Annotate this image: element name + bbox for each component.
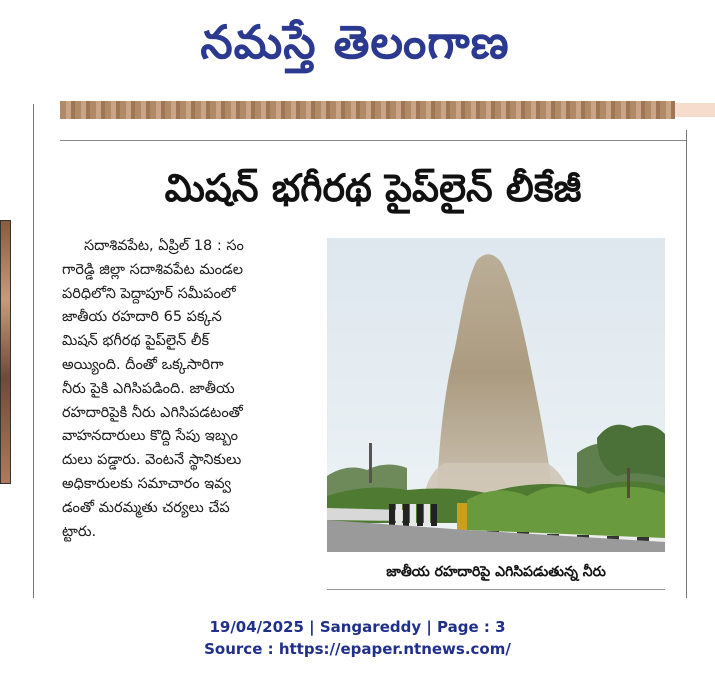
article-line: ట్టారు. — [62, 523, 97, 540]
article-line: దులు పడ్డారు. వెంటనే స్థానికులు — [62, 452, 242, 469]
article-line: నీరు పైకి ఎగిసిపడింది. జాతీయ — [62, 380, 235, 397]
article-line: గారెడ్డి జిల్లా సదాశివపేట మండల — [62, 261, 244, 278]
adjacent-clipping-edge — [0, 220, 11, 484]
footer-source — [0, 640, 715, 658]
article-line: అధికారులకు సమాచారం ఇవ్వ — [62, 475, 232, 492]
article-line: డంతో మరమ్మతు చర్యలు చేప — [62, 499, 230, 516]
article-line: పరిధిలోని పెద్దాపూర్ సమీపంలో — [62, 285, 236, 302]
headline-rule — [60, 140, 686, 141]
article-body — [62, 235, 312, 544]
photo-caption: జాతీయ రహదారిపై ఎగిసిపడుతున్న నీరు — [386, 564, 606, 580]
pipeline-leak-photo — [327, 238, 665, 552]
column-rule-left — [33, 104, 34, 598]
caption-rule — [327, 589, 665, 590]
article-line: వాహనదారులు కొద్ది సేపు ఇబ్బం — [62, 428, 239, 445]
footer-source-text: Source : https://epaper.ntnews.com/ — [204, 640, 511, 658]
article-line: మిషన్ భగీరథ పైప్‌లైన్ లీక్ — [62, 333, 210, 350]
footer-date-text: 19/04/2025 | Sangareddy | Page : 3 — [209, 618, 506, 636]
article-line: జాతీయ రహదారి 65 పక్కన — [62, 309, 222, 326]
article-line: రహదారిపైకి నీరు ఎగిసిపడటంతో — [62, 404, 243, 421]
article-headline: మిషన్ భగీరథ పైప్‌లైన్ లీకేజీ — [164, 166, 582, 210]
banner-strip-edge — [675, 103, 715, 117]
column-rule-right — [686, 130, 687, 598]
newspaper-masthead: నమస్తే తెలంగాణ — [200, 15, 510, 69]
article-line: సదాశివపేట, ఏప్రిల్ 18 : సం — [84, 238, 244, 254]
decorative-banner-strip — [60, 101, 675, 119]
article-line: అయ్యింది. దీంతో ఒక్కసారిగా — [62, 356, 224, 373]
footer-date-edition — [0, 618, 715, 636]
photo-illustration — [327, 238, 665, 552]
